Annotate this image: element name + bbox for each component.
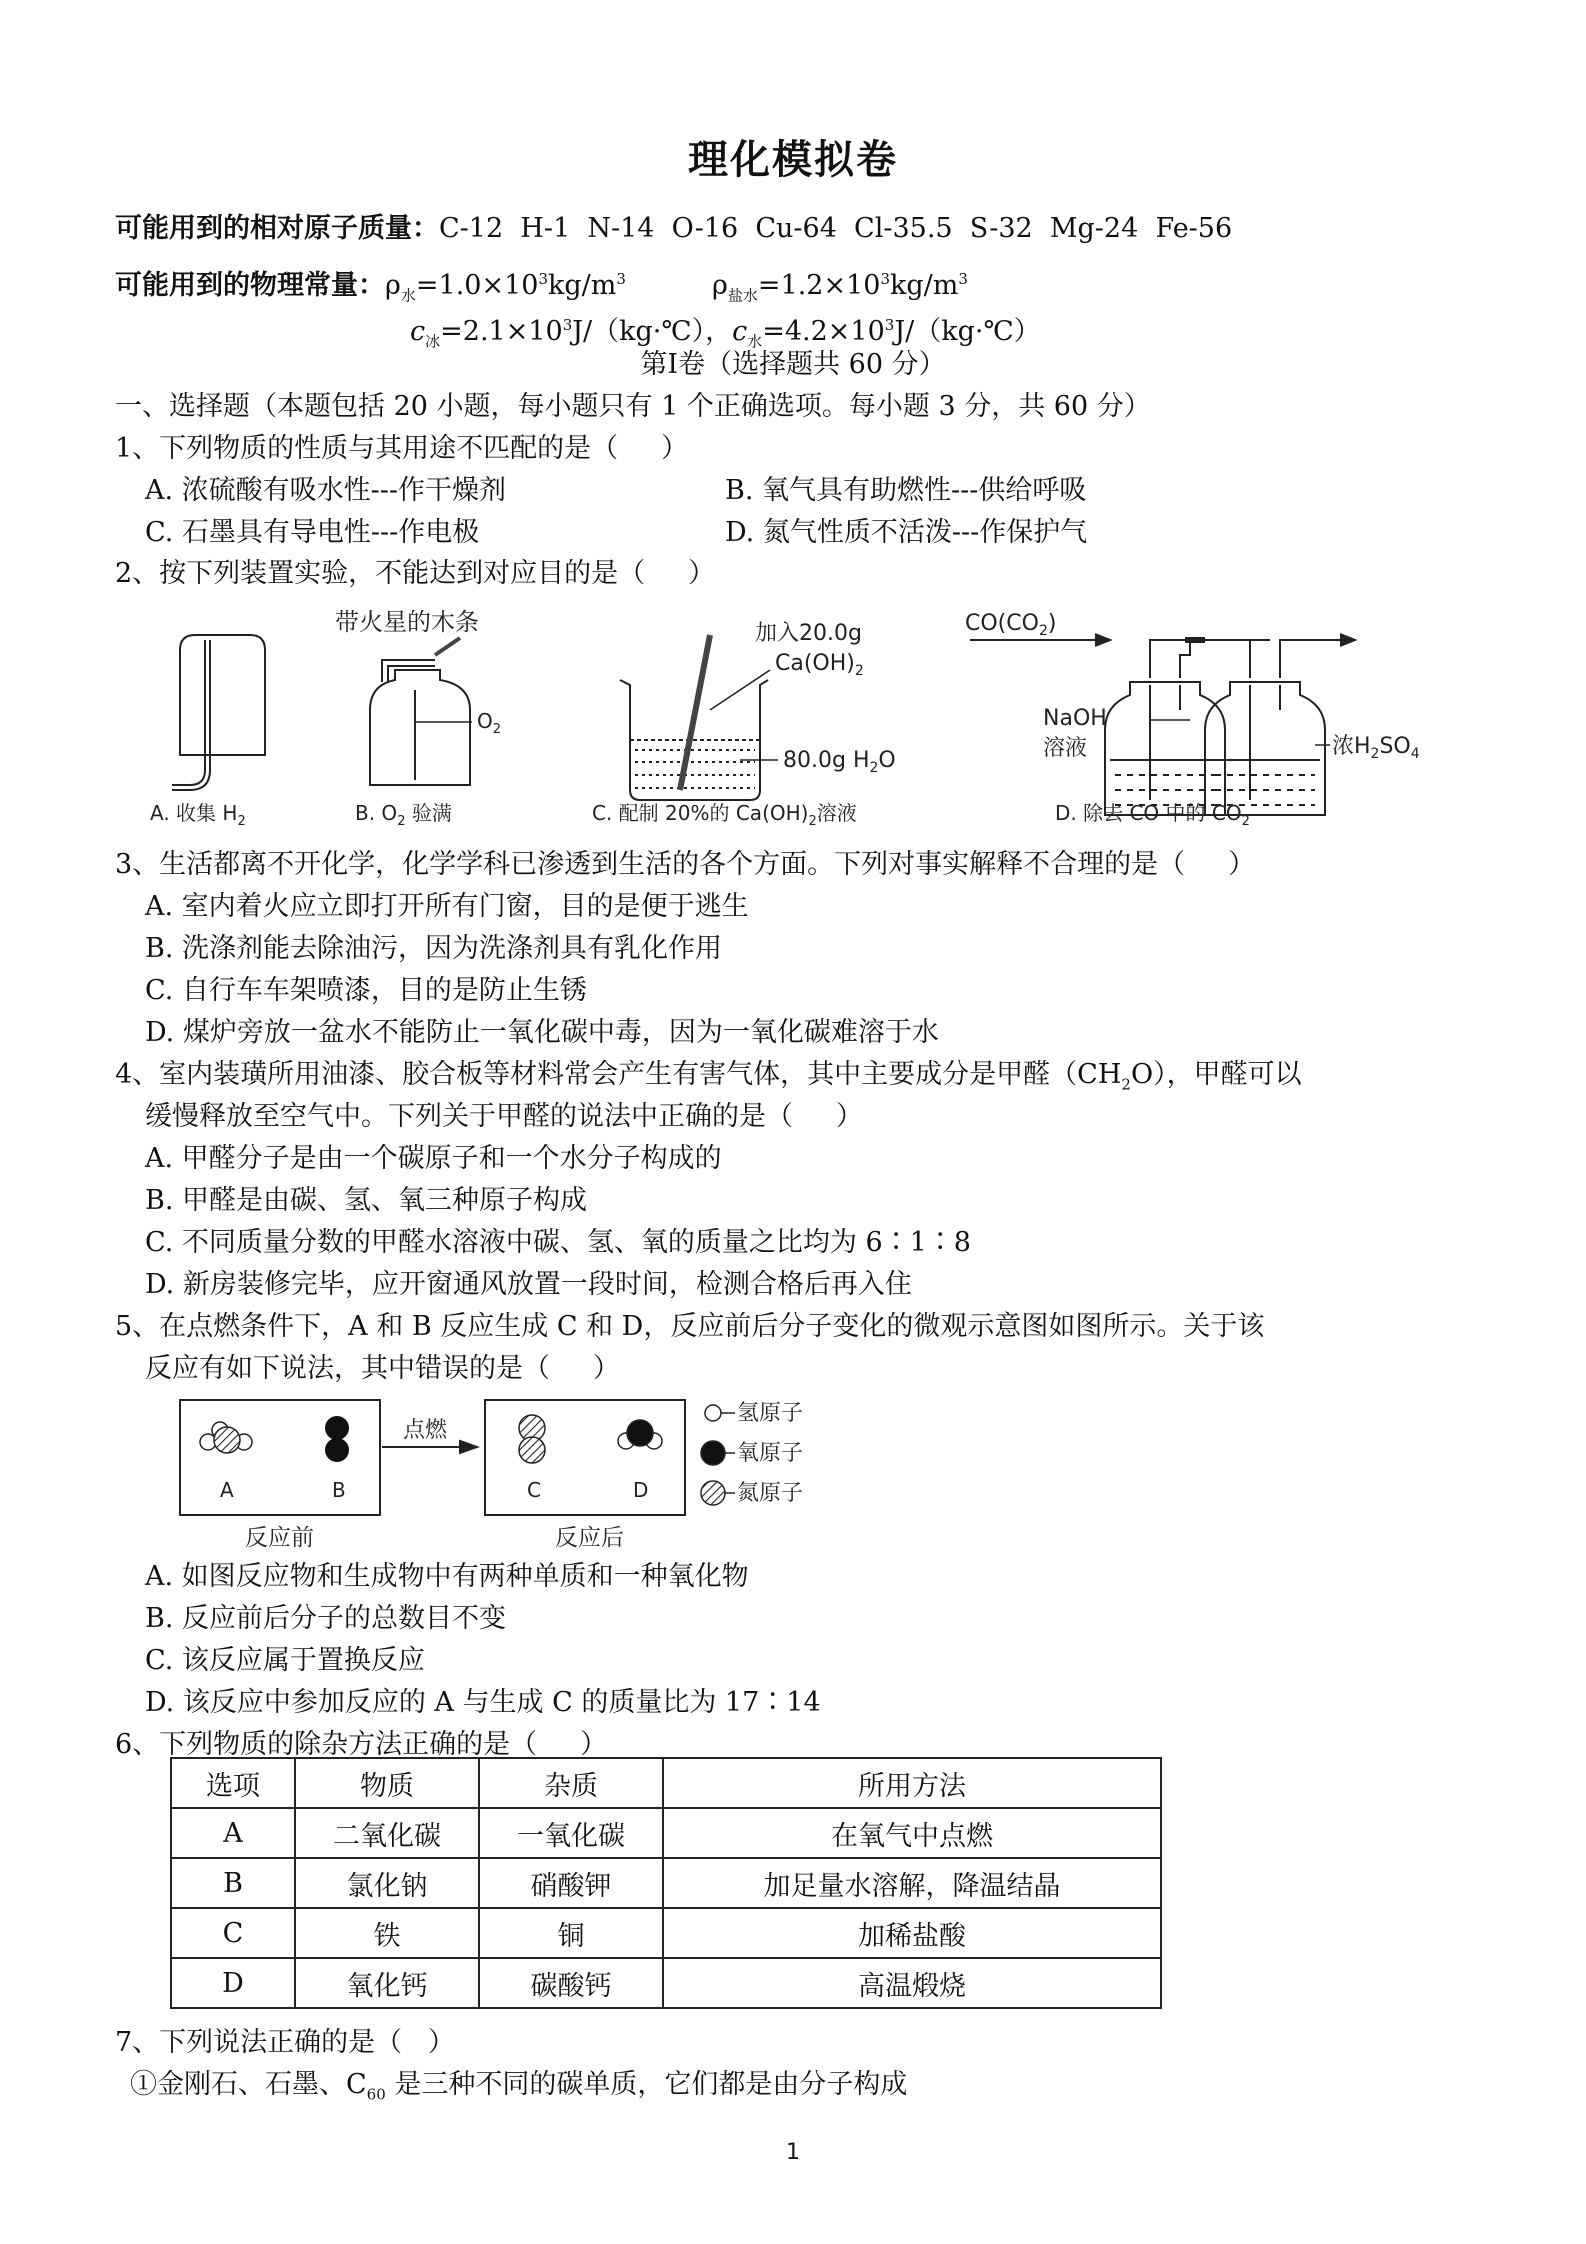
exponent: 3 [880, 270, 890, 288]
fig-a-jar [172, 635, 265, 790]
before-box [180, 1400, 380, 1515]
table-cell: 一氧化碳 [479, 1808, 663, 1858]
fig-b-o2-label: $O_2$ [477, 709, 502, 737]
ignite-label: 点燃 [403, 1418, 448, 1443]
label-b: B [332, 1478, 346, 1502]
fig-b-bottle [370, 638, 472, 785]
fig-c-add-label: 加入20.0g [755, 621, 862, 646]
q5-molecule-figure [175, 1395, 855, 1555]
water-sub: 水 [747, 332, 763, 351]
q1-stem: 1、下列物质的性质与其用途不匹配的是（ ） [115, 433, 689, 464]
table-row [171, 1858, 1161, 1908]
q1-option-c: C. 石墨具有导电性---作电极 [145, 517, 480, 548]
table-cell: 碳酸钙 [479, 1958, 663, 2008]
q7-stem: 7、下列说法正确的是（ ） [115, 2027, 455, 2058]
table-row [171, 1808, 1161, 1858]
exponent: 3 [616, 270, 626, 288]
q4-option-b: B. 甲醛是由碳、氢、氧三种原子构成 [145, 1185, 588, 1216]
q5-stem-line-2: 反应有如下说法，其中错误的是（ ） [145, 1353, 620, 1384]
q3-option-d: D. 煤炉旁放一盆水不能防止一氧化碳中毒，因为一氧化碳难溶于水 [145, 1017, 939, 1048]
c-symbol: c [410, 316, 426, 347]
table-cell: A [171, 1808, 295, 1858]
table-cell: 加稀盐酸 [663, 1908, 1161, 1958]
legend-hydrogen: 氢原子 [737, 1401, 804, 1426]
fig-d-naoh-label: NaOH [1043, 706, 1107, 731]
molecule-a-icon [200, 1422, 252, 1453]
atomic-mass-values: C-12 H-1 N-14 O-16 Cu-64 Cl-35.5 S-32 Mg-24 Fe-56 [439, 213, 1233, 244]
before-label: 反应前 [245, 1525, 314, 1551]
q5-stem-line-1: 5、在点燃条件下，A 和 B 反应生成 C 和 D，反应前后分子变化的微观示意图如图所示。关于该 [115, 1311, 1265, 1342]
legend-oxygen: 氧原子 [737, 1441, 804, 1466]
oxygen-atom-icon [701, 1441, 725, 1465]
exponent: 3 [958, 270, 968, 288]
fig-d-h2so4-label: 浓$H_2SO_4$ [1332, 734, 1420, 762]
table-cell: 加足量水溶解，降温结晶 [663, 1858, 1161, 1908]
table-header-row [171, 1758, 1161, 1808]
fig-d-gas-label: $CO(CO_2)$ [965, 611, 1057, 639]
ice-sub: 冰 [425, 332, 441, 351]
fig-d-wash-bottles [970, 634, 1355, 815]
fig-c-water-label: 80.0g $H_2O$ [783, 748, 896, 776]
molecule-d-icon [618, 1420, 662, 1449]
q7-item-text: 是三种不同的碳单质，它们都是由分子构成 [385, 2069, 908, 2100]
rho-water-value: =1.0×10 [415, 270, 539, 301]
fig-c-caoh-label: $Ca(OH)_2$ [775, 651, 864, 679]
c-unit: J/（kg·℃） [894, 316, 1041, 347]
table-cell: 高温煅烧 [663, 1958, 1161, 2008]
subscript: 60 [366, 2085, 386, 2104]
table-header-cell: 选项 [171, 1758, 295, 1808]
constants-label: 可能用到的物理常量： [115, 270, 385, 301]
table-cell: 二氧化碳 [295, 1808, 479, 1858]
molecule-c-icon [519, 1415, 545, 1463]
rho-brine-value: =1.2×10 [757, 270, 881, 301]
constants-line-1 [115, 262, 626, 312]
after-box [485, 1400, 685, 1515]
fig-d-naoh-solution-label: 溶液 [1043, 736, 1088, 761]
q3-option-a: A. 室内着火应立即打开所有门窗，目的是便于逃生 [145, 891, 749, 922]
brine-sub: 盐水 [727, 286, 758, 305]
legend [701, 1405, 735, 1505]
q5-option-b: B. 反应前后分子的总数目不变 [145, 1603, 507, 1634]
q5-option-d: D. 该反应中参加反应的 A 与生成 C 的质量比为 17∶14 [145, 1687, 821, 1718]
table-cell: 铜 [479, 1908, 663, 1958]
c-unit: J/（kg·℃）， [572, 316, 733, 347]
label-d: D [633, 1478, 649, 1502]
rho-symbol: ρ [385, 270, 401, 301]
table-cell: B [171, 1858, 295, 1908]
q4-option-c: C. 不同质量分数的甲醛水溶液中碳、氢、氧的质量之比均为 6∶1∶8 [145, 1227, 971, 1258]
q7-item-1 [130, 2068, 907, 2111]
q2-apparatus-figure [150, 600, 1450, 840]
q1-option-a: A. 浓硫酸有吸水性---作干燥剂 [145, 475, 507, 506]
exponent: 3 [538, 270, 548, 288]
atomic-mass-line [115, 212, 1232, 246]
table-row [171, 1958, 1161, 2008]
fig-b-caption: B. $O_2$ 验满 [355, 801, 452, 829]
table-cell: 在氧气中点燃 [663, 1808, 1161, 1858]
unit: kg/m [547, 270, 617, 301]
q4-option-d: D. 新房装修完毕，应开窗通风放置一段时间，检测合格后再入住 [145, 1269, 912, 1300]
fig-b-splint-label: 带火星的木条 [335, 608, 479, 636]
q4-stem-text: O），甲醛可以 [1130, 1059, 1302, 1090]
subscript: 2 [1121, 1075, 1131, 1094]
after-label: 反应后 [555, 1525, 624, 1551]
page-title: 理化模拟卷 [688, 137, 898, 183]
molecule-b-icon [325, 1416, 349, 1462]
fig-d-caption: D. 除去 CO 中的 $CO_2$ [1055, 801, 1250, 829]
table-cell: 氧化钙 [295, 1958, 479, 2008]
fig-a-caption: A. 收集 $H_2$ [150, 801, 246, 829]
constants-brine [712, 262, 968, 312]
q3-stem: 3、生活都离不开化学，化学学科已渗透到生活的各个方面。下列对事实解释不合理的是（ ） [115, 849, 1256, 880]
c-symbol: c [732, 316, 748, 347]
table-cell: 氯化钠 [295, 1858, 479, 1908]
q6-table [170, 1757, 1162, 2009]
table-header-cell: 物质 [295, 1758, 479, 1808]
q4-stem-line-1 [115, 1058, 1302, 1101]
table-cell: 铁 [295, 1908, 479, 1958]
q4-stem-text: 4、室内装璜所用油漆、胶合板等材料常会产生有害气体，其中主要成分是甲醛（CH [115, 1059, 1122, 1090]
q3-option-b: B. 洗涤剂能去除油污，因为洗涤剂具有乳化作用 [145, 933, 723, 964]
q6-stem: 6、下列物质的除杂方法正确的是（ ） [115, 1729, 608, 1760]
arrowhead-icon [460, 1441, 477, 1453]
table-cell: 硝酸钾 [479, 1858, 663, 1908]
q5-option-c: C. 该反应属于置换反应 [145, 1645, 425, 1676]
nitrogen-atom-icon [701, 1481, 725, 1505]
q4-option-a: A. 甲醛分子是由一个碳原子和一个水分子构成的 [145, 1143, 722, 1174]
table-header-cell: 杂质 [479, 1758, 663, 1808]
rho-symbol: ρ [712, 270, 728, 301]
c-ice-value: =2.1×10 [440, 316, 563, 347]
section-title: 第Ⅰ卷（选择题共 60 分） [640, 349, 946, 380]
hydrogen-atom-icon [705, 1405, 721, 1421]
c-water-value: =4.2×10 [762, 316, 885, 347]
q4-stem-line-2: 缓慢释放至空气中。下列关于甲醛的说法中正确的是（ ） [145, 1101, 863, 1132]
fig-c-caption: C. 配制 20%的 $Ca(OH)_2$溶液 [592, 801, 857, 829]
q1-option-b: B. 氧气具有助燃性---供给呼吸 [725, 475, 1087, 506]
table-cell: C [171, 1908, 295, 1958]
q2-stem: 2、按下列装置实验，不能达到对应目的是（ ） [115, 558, 716, 589]
fig-c-beaker [620, 635, 778, 800]
page-number: 1 [786, 2140, 800, 2165]
water-sub: 水 [400, 286, 416, 305]
label-a: A [220, 1478, 234, 1502]
unit: kg/m [889, 270, 959, 301]
section-intro: 一、选择题（本题包括 20 小题，每小题只有 1 个正确选项。每小题 3 分，共 60 分） [115, 391, 1151, 422]
legend-nitrogen: 氮原子 [737, 1481, 804, 1506]
q5-option-a: A. 如图反应物和生成物中有两种单质和一种氧化物 [145, 1561, 749, 1592]
q7-item-text: ①金刚石、石墨、C [130, 2069, 367, 2100]
exponent: 3 [562, 316, 573, 334]
exponent: 3 [884, 316, 895, 334]
atomic-mass-label: 可能用到的相对原子质量： [115, 213, 439, 244]
label-c: C [527, 1478, 541, 1502]
table-cell: D [171, 1958, 295, 2008]
q1-option-d: D. 氮气性质不活泼---作保护气 [725, 517, 1088, 548]
table-row [171, 1908, 1161, 1958]
q3-option-c: C. 自行车车架喷漆，目的是防止生锈 [145, 975, 587, 1006]
table-header-cell: 所用方法 [663, 1758, 1161, 1808]
